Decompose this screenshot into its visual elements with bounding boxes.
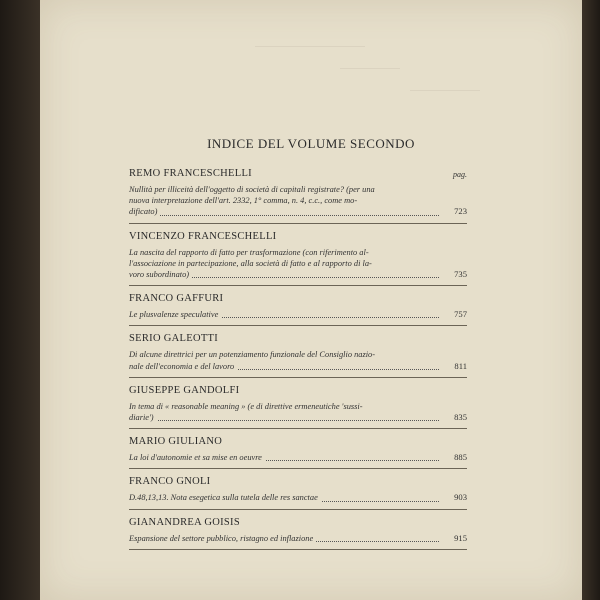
title-text: nale dell'economia e del lavoro	[129, 362, 237, 371]
title-last-line	[129, 452, 439, 463]
page-number: 811	[454, 360, 467, 371]
title-text: dificato)	[129, 207, 160, 216]
entry-title	[129, 184, 467, 218]
entry-divider	[129, 468, 467, 469]
title-text: Espansione del settore pubblico, ristagno ed inflazione	[129, 534, 316, 543]
toc-entry	[129, 168, 467, 224]
title-last-line	[129, 309, 439, 320]
title-text: La loi d'autonomie et sa mise en oeuvre	[129, 453, 265, 462]
author-name: FRANCO GAFFURI	[129, 293, 224, 305]
leader-dots	[129, 215, 439, 216]
entry-divider	[129, 325, 467, 326]
entry-divider	[129, 428, 467, 429]
title-last-line	[129, 361, 439, 372]
title-line: Di alcune direttrici per un potenziamento funzionale del Consiglio nazio-	[129, 350, 376, 360]
book-gutter	[0, 0, 40, 600]
title-line: La nascita del rapporto di fatto per trasformazione (con riferimento al-	[129, 247, 369, 257]
title-last-line	[129, 412, 439, 423]
toc-entry	[129, 436, 467, 469]
entry-divider	[129, 549, 467, 550]
title-line: Nullità per illiceità dell'oggetto di società di capitali registrate? (per una	[129, 185, 375, 194]
toc-entry	[129, 385, 467, 429]
entry-divider	[129, 223, 467, 224]
toc-entry	[129, 476, 467, 509]
author-name: GIUSEPPE GANDOLFI	[129, 384, 240, 396]
author-name: VINCENZO FRANCESCHELLI	[129, 230, 277, 242]
table-of-contents	[129, 168, 467, 557]
author-name: GIANANDREA GOISIS	[129, 516, 240, 528]
entry-divider	[129, 509, 467, 510]
entry-title	[129, 349, 467, 371]
page-number: 735	[454, 269, 467, 280]
title-line: nuova interpretazione dell'art. 2332, 1° comma, n. 4, c.c., come mo-	[129, 196, 358, 206]
entry-title	[129, 401, 467, 423]
toc-entry	[129, 231, 467, 287]
toc-entry	[129, 517, 467, 550]
page-number: 915	[454, 532, 467, 543]
toc-entry	[129, 293, 467, 326]
author-name: MARIO GIULIANO	[129, 436, 223, 448]
book-page	[40, 0, 582, 600]
author-name: REMO FRANCESCHELLI	[129, 168, 252, 179]
page-number: 757	[454, 309, 467, 320]
entry-title	[129, 247, 467, 281]
entry-title	[129, 533, 467, 544]
entry-divider	[129, 377, 467, 378]
toc-entry	[129, 333, 467, 377]
title-text: D.48,13,13. Nota esegetica sulla tutela delle res sanctae	[129, 493, 321, 502]
title-text: voro subordinato)	[129, 270, 192, 279]
entry-title	[129, 452, 467, 463]
page-number: 835	[454, 412, 467, 423]
entry-divider	[129, 285, 467, 286]
author-name: FRANCO GNOLI	[129, 476, 211, 488]
author-name: SERIO GALEOTTI	[129, 333, 219, 345]
title-last-line	[129, 206, 439, 217]
page-title: INDICE DEL VOLUME SECONDO	[207, 136, 415, 151]
page-number: 885	[454, 452, 467, 463]
page-number: 903	[454, 492, 467, 503]
title-text: diarie')	[129, 413, 157, 422]
entry-title	[129, 309, 467, 320]
page-column-label: pag.	[453, 170, 467, 179]
title-line: l'associazione in partecipazione, alla società di fatto e al rapporto di la-	[129, 258, 372, 268]
page-number: 723	[454, 206, 467, 217]
title-last-line	[129, 533, 439, 544]
book-edge	[582, 0, 600, 600]
title-text: Le plusvalenze speculative	[129, 310, 221, 319]
leader-dots	[129, 420, 439, 421]
title-last-line	[129, 492, 439, 503]
entry-title	[129, 492, 467, 503]
title-line: In tema di « reasonable meaning » (e di direttive ermeneutiche 'sussi-	[129, 401, 363, 411]
title-last-line	[129, 269, 439, 280]
